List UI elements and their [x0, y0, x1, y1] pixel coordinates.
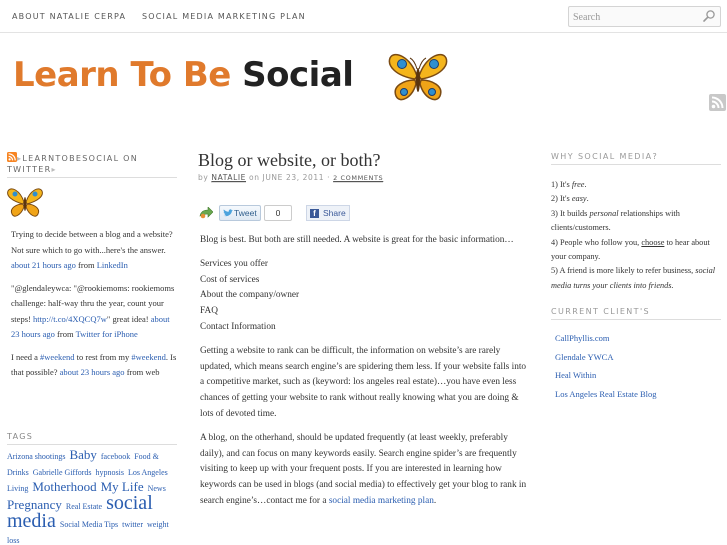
rss-feed-icon[interactable] — [709, 94, 726, 111]
item-emphasis: free — [571, 180, 585, 189]
why-social-media-list — [551, 178, 721, 293]
tag-link[interactable]: hypnosis — [95, 468, 124, 477]
post-comments-link[interactable]: 2 COMMENTS — [333, 174, 384, 182]
list-item: FAQ — [200, 306, 218, 317]
meta-by-label: by — [198, 173, 209, 182]
item-text: 2) It's — [551, 194, 570, 204]
tag-cloud — [7, 448, 179, 545]
client-link[interactable]: Los Angeles Real Estate Blog — [555, 389, 657, 400]
smm-plan-link[interactable]: social media marketing plan — [328, 495, 434, 506]
twitter-heading-text: LEARNTOBESOCIAL ON TWITTER — [7, 154, 139, 174]
tag-link[interactable]: Living — [7, 484, 29, 493]
tag-link[interactable]: Food & — [134, 452, 159, 461]
tag-link[interactable]: Baby — [69, 447, 97, 462]
tweet-text: to rest from my — [76, 351, 130, 362]
tweet-from-label: from — [57, 329, 74, 339]
facebook-share-button[interactable] — [306, 205, 350, 221]
tag-link[interactable]: weight loss — [7, 520, 169, 545]
tweet-item — [11, 350, 179, 381]
why-social-media-heading: WHY SOCIAL MEDIA? — [551, 152, 721, 165]
site-logo[interactable] — [13, 55, 353, 95]
paragraph-text: A blog, on the otherhand, should be updated frequently (at least weekly, preferably daily), and can focus on many keywords easily. Search engine spider’s are frequently visiting to keep up with your frequent posts. If you are interested in learning how keywords can be used in blogs (and social media) to effectively get your blog to rank in search engine’s…contact me for a — [200, 432, 527, 506]
tag-link[interactable]: twitter — [122, 520, 143, 529]
post-author-link[interactable]: NATALIE — [211, 173, 247, 182]
right-sidebar — [551, 152, 721, 404]
item-underline: choose — [641, 237, 665, 247]
list-item — [551, 236, 721, 265]
tweet-item — [11, 281, 179, 343]
tweet-from-label: from — [78, 260, 95, 270]
client-link[interactable]: CallPhyllis.com — [555, 333, 610, 344]
meta-separator: · — [327, 173, 331, 182]
tweet-text: Trying to decide between a blog and a website? Not sure which to go with...here's the answer. — [11, 229, 173, 255]
tweet-text: . Is that possible? — [11, 351, 177, 377]
item-emphasis: social media turns your clients into friends. — [551, 266, 716, 290]
hashtag-link[interactable]: #weekend — [40, 351, 75, 362]
post-meta — [198, 173, 530, 182]
tag-link[interactable]: social media — [7, 492, 153, 532]
share-button-label: Share — [323, 208, 346, 218]
hashtag-link[interactable]: #weekend — [131, 351, 166, 362]
tag-link[interactable]: Real Estate — [65, 502, 103, 511]
item-text: . — [586, 194, 589, 204]
tag-link[interactable]: News — [147, 484, 166, 493]
tweet-time-link[interactable]: about 23 hours ago — [59, 367, 125, 377]
item-emphasis: personal — [589, 208, 619, 218]
list-item: Cost of services — [200, 274, 260, 285]
rss-icon[interactable] — [7, 152, 17, 162]
butterfly-logo-icon — [388, 50, 448, 104]
tweet-source-link[interactable]: Twitter for iPhone — [75, 329, 138, 339]
tweet-text: I need a — [11, 351, 38, 362]
logo-text-part2: Social — [242, 55, 354, 95]
tweet-button-label: Tweet — [234, 208, 257, 218]
main-content — [198, 150, 530, 506]
butterfly-avatar-icon[interactable] — [7, 186, 43, 219]
tweet-text: "@glendaleywca: "@rookiemoms: rookiemoms challenge: half-way thru the year, count your steps! — [11, 282, 175, 324]
post-paragraph — [200, 431, 528, 510]
client-link[interactable]: Glendale YWCA — [555, 351, 614, 362]
list-item: About the company/owner — [200, 290, 300, 301]
tweet-count: 0 — [264, 205, 292, 221]
top-navigation — [0, 0, 727, 33]
tag-link[interactable]: Gabrielle Giffords — [32, 468, 92, 477]
post-date: JUNE 23, 2011 — [262, 173, 325, 182]
item-text: . — [584, 180, 587, 189]
services-list — [200, 257, 528, 336]
tweet-time-link[interactable]: about 21 hours ago — [11, 260, 76, 270]
item-text: 4) People who follow you, — [551, 237, 640, 247]
twitter-widget-heading[interactable] — [7, 152, 177, 178]
post-body — [200, 233, 528, 518]
paragraph-end: . — [433, 495, 437, 506]
item-text: relationships with clients/customers. — [551, 208, 680, 233]
nav-social-media-marketing-plan[interactable]: SOCIAL MEDIA MARKETING PLAN — [142, 12, 306, 21]
logo-text-part1: Learn To Be — [13, 55, 231, 95]
list-item: Services you offer — [200, 258, 268, 269]
twitter-bird-icon — [223, 209, 233, 217]
tweet-list — [11, 227, 179, 388]
list-item — [551, 192, 721, 206]
clients-list — [551, 329, 721, 403]
post-paragraph: Blog is best. But both are still needed. A website is great for the basic information… — [200, 235, 514, 245]
item-text: to hear about your company. — [551, 237, 710, 262]
share-toolbar — [198, 205, 398, 221]
item-text: 5) A friend is more likely to refer business, — [551, 266, 694, 276]
left-sidebar — [7, 152, 177, 545]
list-item — [551, 264, 721, 293]
current-clients-heading: CURRENT CLIENT'S — [551, 307, 721, 320]
list-item — [551, 207, 721, 236]
chevron-right-icon: ▸ — [17, 154, 23, 163]
tweet-item — [11, 227, 179, 274]
tweet-text-suffix: " great idea! — [106, 313, 149, 324]
tweet-url-link[interactable]: http://t.co/4XQCQ7w — [32, 313, 107, 324]
tag-link[interactable]: My Life — [100, 479, 144, 494]
facebook-icon: f — [310, 209, 319, 218]
post-paragraph: Getting a website to rank can be difficult, the information on website’s are rarely updated, which means search engine’s are spidering them less. If your website falls into a competitive market, such as (keyword: los angeles real estate)…you have even less chances of getting your website to rank without really knowing what you are doing & lots of devoted time. — [200, 345, 527, 419]
tweet-from-label: from web — [126, 367, 160, 377]
list-item — [551, 178, 721, 192]
search-icon[interactable] — [702, 9, 716, 23]
tag-link[interactable]: Los Angeles — [127, 468, 168, 477]
tag-link[interactable]: Arizona shootings — [7, 452, 66, 461]
list-item: Contact Information — [200, 321, 276, 332]
tags-heading: TAGS — [7, 432, 177, 445]
tag-link[interactable]: Drinks — [7, 468, 29, 477]
tweet-source-link[interactable]: LinkedIn — [96, 260, 128, 270]
tweet-button[interactable] — [219, 205, 261, 221]
item-emphasis: easy — [571, 194, 587, 204]
client-link[interactable]: Heal Within — [555, 370, 597, 381]
nav-about-natalie-cerpa[interactable]: ABOUT NATALIE CERPA — [12, 12, 127, 21]
tag-link[interactable]: Pregnancy — [7, 497, 62, 512]
chevron-right-icon: ▸ — [51, 165, 57, 174]
search-input[interactable] — [573, 10, 693, 24]
item-text: 1) It's — [551, 180, 570, 189]
tag-link[interactable]: facebook — [100, 452, 131, 461]
item-text: 3) It builds — [551, 208, 588, 218]
share-arrow-icon[interactable] — [199, 207, 213, 219]
search-box — [568, 6, 721, 27]
tweet-time-link[interactable]: about 23 hours ago — [11, 313, 170, 339]
tag-link[interactable]: Social Media Tips — [59, 520, 119, 529]
post-title[interactable]: Blog or website, or both? — [198, 150, 381, 170]
tag-link[interactable]: Motherhood — [32, 479, 97, 494]
meta-on-label: on — [249, 173, 260, 182]
